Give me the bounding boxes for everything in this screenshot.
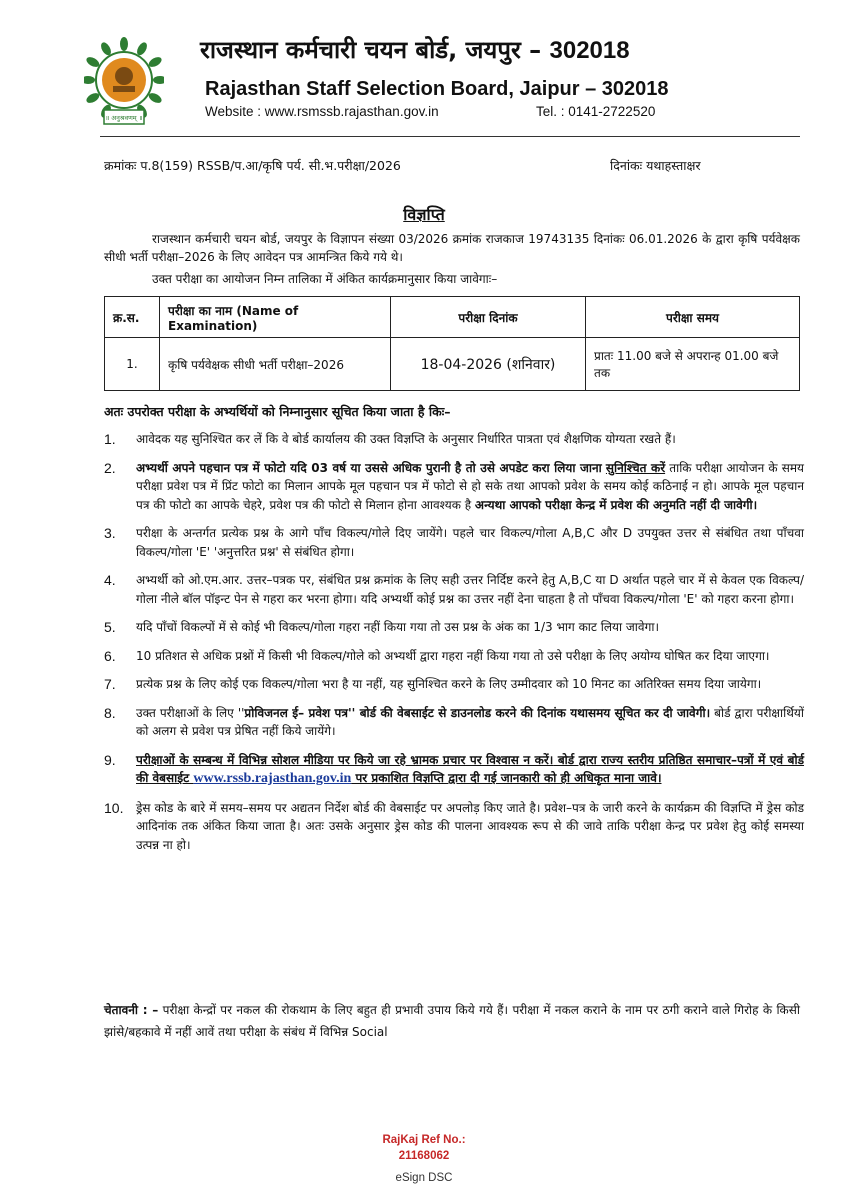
table-header-row	[105, 297, 800, 338]
item-text: अभ्यर्थी को ओ.एम.आर. उत्तर–पत्रक पर, संबंधित प्रश्न क्रमांक के लिए सही उत्तर निर्दिष्ट करने हेतु A,B,C या D अर्थात पहले चार में से केवल एक विकल्प/गोला नीले बॉल पॉइन्ट पेन से गहरा कर भरना होगा। यदि अभ्यर्थी कोई प्रश्न का उत्तर नहीं देना चाहता है तो पाँचवा विकल्प/गोला 'E' को गहरा करना होगा।	[136, 573, 804, 606]
item-text: उक्त परीक्षाओं के लिए ''	[136, 705, 245, 720]
reference-date: दिनांकः यथाहस्ताक्षर	[610, 158, 701, 173]
item-number: 2.	[104, 459, 116, 476]
list-item	[104, 430, 804, 449]
item-number: 8.	[104, 704, 116, 721]
list-item	[104, 524, 804, 561]
item-number: 3.	[104, 525, 116, 541]
website-link[interactable]: Website : www.rsmssb.rajasthan.gov.in	[205, 104, 439, 119]
schedule-paragraph: उक्त परीक्षा का आयोजन निम्न तालिका में अंकित कार्यक्रमानुसार किया जावेगाः–	[152, 272, 498, 286]
list-item	[104, 647, 804, 666]
esign-label: eSign DSC	[395, 1172, 453, 1184]
list-item	[104, 704, 804, 741]
rssb-logo-icon	[84, 36, 164, 132]
item-bold-start: अभ्यर्थी अपने पहचान पत्र में फोटो यदि 03 वर्ष या उससे अधिक पुरानी है तो उसे अपडेट करा लिया जाना	[136, 460, 602, 475]
item-number: 6.	[104, 647, 116, 664]
header-exam-date: परीक्षा दिनांक	[391, 297, 586, 338]
reference-number: क्रमांकः प.8(159) RSSB/प.आ/कृषि पर्य. सी.भ.परीक्षा/2026	[104, 158, 401, 173]
header-exam-name: परीक्षा का नाम (Name of Examination)	[160, 297, 391, 338]
item-text-end: बोर्ड द्वारा परीक्षार्थियों को अलग से प्रवेश पत्र प्रेषित नहीं किये जायेंगे।	[136, 705, 804, 738]
telephone-number: Tel. : 0141-2722520	[536, 104, 656, 119]
item-bold-middle: बोर्ड द्वारा राज्य स्तरीय प्रतिष्ठित समाचार–पत्रों में एवं बोर्ड की वेबसाईट	[136, 752, 805, 785]
intro-paragraph: राजस्थान कर्मचारी चयन बोर्ड, जयपुर के विज्ञापन संख्या 03/2026 क्रमांक राजकाज 19743135 दिनांकः 06.01.2026 के द्वारा कृषि पर्यवेक्षक सीधी भर्ती परीक्षा–2026 के लिए आवेदन पत्र आमन्त्रित किये गये थे।	[104, 232, 800, 264]
cell-exam-date: 18-04-2026 (शनिवार)	[391, 338, 586, 391]
list-item	[104, 675, 804, 694]
rajkaj-ref-label: RajKaj Ref No.:	[382, 1134, 466, 1146]
header-serial: क्र.स.	[105, 297, 160, 338]
item-bold-underlined: परीक्षाओं के सम्बन्ध में विभिन्न सोशल मीडिया पर किये जा रहे भ्रामक प्रचार पर विश्वास न करें।	[136, 752, 554, 767]
item-text: ताकि परीक्षा आयोजन के समय परीक्षा प्रवेश पत्र में प्रिंट फोटो का मिलान आपके मूल पहचान पत्र में फोटो से हो सके तथा आपको प्रवेश के समय कोई कठिनाई न हो। आपके मूल पहचान पत्र की फोटो का आपके चेहरे, प्रवेश पत्र की फोटो से मिलान होना आवश्यक है	[136, 460, 805, 512]
list-item	[104, 751, 804, 789]
item-bold-end: अन्यथा आपको परीक्षा केन्द्र में प्रवेश की अनुमति नहीं दी जावेगी।	[474, 497, 758, 512]
board-title-hindi-text: राजस्थान कर्मचारी चयन बोर्ड, जयपुर –	[200, 36, 542, 64]
notice-title: विज्ञप्ति	[403, 205, 445, 224]
item-number: 1.	[104, 431, 116, 447]
item-text: प्रत्येक प्रश्न के लिए कोई एक विकल्प/गोला भरा है या नहीं, यह सुनिश्चित करने के लिए उम्मीदवार को 10 मिनट का अतिरिक्त समय दिया जायेगा।	[136, 677, 762, 691]
item-number: 10.	[104, 799, 124, 816]
item-text: 10 प्रतिशत से अधिक प्रश्नों में किसी भी विकल्प/गोले को अभ्यर्थी द्वारा गहरा नहीं किया गया तो उसे परीक्षा के लिए अयोग्य घोषित कर दिया जाएगा।	[136, 648, 770, 663]
item-text: यदि पाँचों विकल्पों में से कोई भी विकल्प/गोला गहरा नहीं किया गया तो उस प्रश्न के अंक का 1/3 भाग काट लिया जावेगा।	[136, 620, 660, 634]
board-website-link[interactable]: www.rssb.rajasthan.gov.in	[193, 771, 352, 786]
item-number: 9.	[104, 751, 116, 768]
exam-schedule-table	[104, 296, 800, 391]
cell-serial: 1.	[105, 338, 160, 391]
item-bold-underlined: सुनिश्चित करें	[605, 460, 666, 475]
cell-exam-time: प्रातः 11.00 बजे से अपरान्ह 01.00 बजे तक	[586, 338, 800, 391]
list-item	[104, 571, 804, 608]
header-divider	[100, 136, 800, 137]
instructions-list	[104, 430, 804, 864]
board-pincode: 302018	[549, 37, 630, 64]
board-title-hindi	[200, 33, 630, 66]
table-row	[105, 338, 800, 391]
item-number: 7.	[104, 676, 116, 692]
item-bold-end: पर प्रकाशित विज्ञप्ति द्वारा दी गई जानकारी को ही अधिकृत माना जावे।	[351, 771, 662, 785]
cell-exam-name: कृषि पर्यवेक्षक सीधी भर्ती परीक्षा–2026	[160, 338, 391, 391]
logo-motto: ॥ अनुश्रवणम् ॥	[105, 114, 143, 122]
item-number: 5.	[104, 619, 116, 635]
board-title-english: Rajasthan Staff Selection Board, Jaipur – 302018	[205, 78, 669, 100]
item-text: आवेदक यह सुनिश्चित कर लें कि वे बोर्ड कार्यालय की उक्त विज्ञप्ति के अनुसार निर्धारित पात्रता एवं शैक्षणिक योग्यता रखते हैं।	[136, 432, 676, 446]
list-item	[104, 618, 804, 637]
warning-label: चेतावनी : –	[104, 1003, 159, 1017]
item-number: 4.	[104, 572, 116, 588]
rajkaj-ref-number: 21168062	[398, 1150, 450, 1162]
list-item	[104, 459, 804, 515]
header-exam-time: परीक्षा समय	[586, 297, 800, 338]
item-bold-part: प्रोविजनल ई– प्रवेश पत्र'' बोर्ड की वेबसाईट से डाउनलोड करने की दिनांक यथासमय सूचित कर दी जावेगी।	[244, 705, 711, 720]
warning-text: परीक्षा केन्द्रों पर नकल की रोकथाम के लिए बहुत ही प्रभावी उपाय किये गये हैं। परीक्षा में नकल कराने के नाम पर ठगी कराने वाले गिरोह के किसी झांसे/बहकावे में नहीं आवें तथा परीक्षा के संबंध में विभिन्न Social	[104, 1003, 800, 1039]
instructions-intro: अतः उपरोक्त परीक्षा के अभ्यर्थियों को निम्नानुसार सूचित किया जाता है किः–	[104, 404, 451, 419]
list-item	[104, 799, 804, 855]
item-text: परीक्षा के अन्तर्गत प्रत्येक प्रश्न के आगे पाँच विकल्प/गोले दिए जायेंगे। पहले चार विकल्प/गोला A,B,C और D उपयुक्त उत्तर से संबंधित तथा पाँचवा विकल्प/गोला 'E' 'अनुत्तरित प्रश्न' से संबंधित होगा।	[136, 526, 804, 559]
item-text: ड्रेस कोड के बारे में समय–समय पर अद्यतन निर्देश बोर्ड की वेबसाईट पर अपलोड़ किए जाते है। प्रवेश–पत्र के जारी करने के कार्यक्रम की विज्ञप्ति में ड्रेस कोड आदिनांक तक अंकित किया जाता है। अतः उसके अनुसार ड्रेस कोड की पालना आवश्यक रूप से की जावे ताकि परीक्षा केन्द्र पर प्रवेश हेतु कोई समस्या उत्पन्न ना हो।	[136, 800, 804, 852]
warning-paragraph	[104, 999, 800, 1043]
